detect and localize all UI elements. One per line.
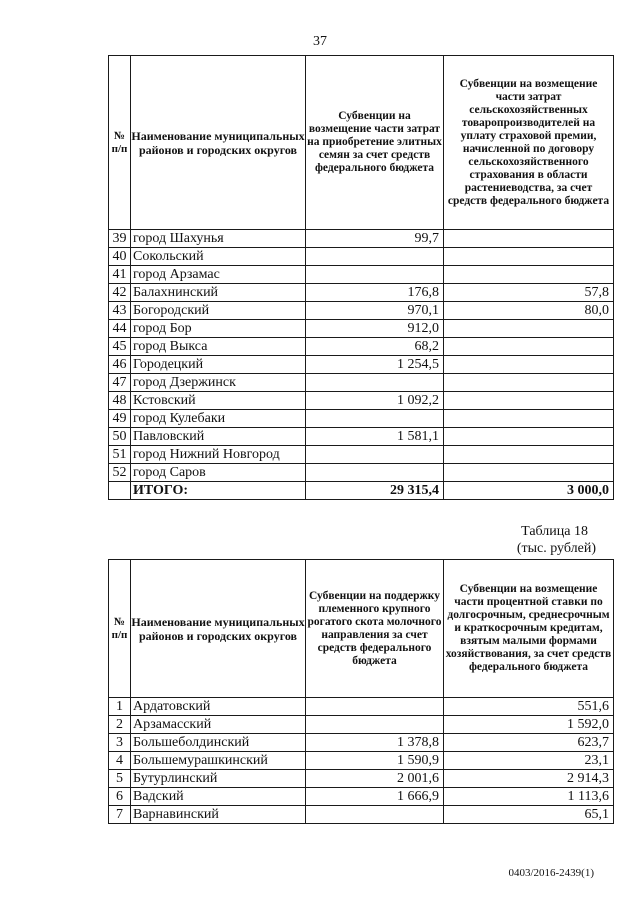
row-number: 44: [109, 320, 131, 338]
table-row: [109, 446, 614, 464]
value-col1: 68,2: [306, 338, 444, 356]
table-row: [109, 302, 614, 320]
total-row: [109, 482, 614, 500]
row-number: 47: [109, 374, 131, 392]
table-row: [109, 230, 614, 248]
municipality-name: город Кулебаки: [131, 410, 306, 428]
value-col2: [444, 374, 614, 392]
row-number: 1: [109, 698, 131, 716]
table-18-units: (тыс. рублей): [516, 541, 596, 556]
value-col1: [306, 374, 444, 392]
municipality-name: Арзамасский: [131, 716, 306, 734]
municipality-name: город Нижний Новгород: [131, 446, 306, 464]
row-number: 4: [109, 752, 131, 770]
table-row: [109, 356, 614, 374]
table-18-caption: Таблица 18: [521, 524, 588, 539]
row-number: 51: [109, 446, 131, 464]
municipality-name: Вадский: [131, 788, 306, 806]
municipality-name: Кстовский: [131, 392, 306, 410]
table-row: [109, 392, 614, 410]
total-col2: 3 000,0: [444, 482, 614, 500]
total-label: ИТОГО:: [131, 482, 306, 500]
value-col2: [444, 338, 614, 356]
row-number: 43: [109, 302, 131, 320]
municipality-name: город Арзамас: [131, 266, 306, 284]
value-col1: [306, 698, 444, 716]
table-row: [109, 734, 614, 752]
value-col2: 1 592,0: [444, 716, 614, 734]
value-col2: [444, 266, 614, 284]
table-row: [109, 716, 614, 734]
municipality-name: Варнавинский: [131, 806, 306, 824]
header-insurance-premium-subvention: Субвенции на возмещение части затрат сельскохозяйственных товаропроизводителей на уплату страховой премии, начисленной по договору сельскохозяйственного страхования в области растениеводства, за счет средств федерального бюджета: [444, 56, 614, 230]
value-col2: 1 113,6: [444, 788, 614, 806]
municipality-name: Ардатовский: [131, 698, 306, 716]
row-number: 49: [109, 410, 131, 428]
value-col2: [444, 230, 614, 248]
row-number: 42: [109, 284, 131, 302]
value-col2: 23,1: [444, 752, 614, 770]
header-credit-interest-subvention: Субвенции на возмещение части процентной ставки по долгосрочным, среднесрочным и краткосрочным кредитам, взятым малыми формами хозяйствования, за счет средств федерального бюджета: [444, 560, 614, 698]
value-col2: 551,6: [444, 698, 614, 716]
municipality-name: Павловский: [131, 428, 306, 446]
value-col1: 1 666,9: [306, 788, 444, 806]
value-col2: [444, 428, 614, 446]
total-empty-cell: [109, 482, 131, 500]
row-number: 50: [109, 428, 131, 446]
value-col1: 99,7: [306, 230, 444, 248]
value-col2: [444, 464, 614, 482]
value-col2: 65,1: [444, 806, 614, 824]
value-col1: [306, 410, 444, 428]
row-number: 3: [109, 734, 131, 752]
row-number: 41: [109, 266, 131, 284]
row-number: 39: [109, 230, 131, 248]
value-col1: [306, 716, 444, 734]
municipality-name: Бутурлинский: [131, 770, 306, 788]
value-col2: [444, 356, 614, 374]
table-row: [109, 248, 614, 266]
header-municipality-name: Наименование муниципальных районов и городских округов: [131, 56, 306, 230]
header-elite-seeds-subvention: Субвенции на возмещение части затрат на приобретение элитных семян за счет средств федерального бюджета: [306, 56, 444, 230]
municipality-name: город Шахунья: [131, 230, 306, 248]
municipality-name: город Саров: [131, 464, 306, 482]
table-row: [109, 284, 614, 302]
value-col2: 623,7: [444, 734, 614, 752]
header-cattle-breeding-subvention: Субвенции на поддержку племенного крупного рогатого скота молочного направления за счет средств федерального бюджета: [306, 560, 444, 698]
row-number: 5: [109, 770, 131, 788]
municipality-name: Большемурашкинский: [131, 752, 306, 770]
value-col2: [444, 248, 614, 266]
value-col2: [444, 446, 614, 464]
row-number: 52: [109, 464, 131, 482]
table-row: [109, 338, 614, 356]
document-code: 0403/2016-2439(1): [508, 867, 594, 879]
value-col1: 2 001,6: [306, 770, 444, 788]
table-18: [108, 559, 614, 824]
header-row-number: № п/п: [109, 56, 131, 230]
row-number: 48: [109, 392, 131, 410]
value-col1: [306, 446, 444, 464]
municipality-name: Городецкий: [131, 356, 306, 374]
header-row-number: № п/п: [109, 560, 131, 698]
municipality-name: Большеболдинский: [131, 734, 306, 752]
value-col2: [444, 410, 614, 428]
value-col2: 80,0: [444, 302, 614, 320]
total-col1: 29 315,4: [306, 482, 444, 500]
header-municipality-name: Наименование муниципальных районов и городских округов: [131, 560, 306, 698]
table-row: [109, 464, 614, 482]
value-col1: 1 254,5: [306, 356, 444, 374]
table-row: [109, 788, 614, 806]
value-col1: 970,1: [306, 302, 444, 320]
value-col1: [306, 248, 444, 266]
value-col2: [444, 392, 614, 410]
subvention-table-continued: [108, 55, 614, 500]
municipality-name: Балахнинский: [131, 284, 306, 302]
row-number: 40: [109, 248, 131, 266]
municipality-name: Сокольский: [131, 248, 306, 266]
table-row: [109, 320, 614, 338]
municipality-name: город Выкса: [131, 338, 306, 356]
value-col1: [306, 266, 444, 284]
table-row: [109, 806, 614, 824]
table-row: [109, 410, 614, 428]
table-row: [109, 698, 614, 716]
value-col2: 2 914,3: [444, 770, 614, 788]
municipality-name: город Дзержинск: [131, 374, 306, 392]
row-number: 7: [109, 806, 131, 824]
value-col1: 1 092,2: [306, 392, 444, 410]
page-number: 37: [313, 34, 327, 49]
value-col1: 1 590,9: [306, 752, 444, 770]
municipality-name: Богородский: [131, 302, 306, 320]
value-col1: 1 581,1: [306, 428, 444, 446]
value-col2: [444, 320, 614, 338]
table-row: [109, 266, 614, 284]
municipality-name: город Бор: [131, 320, 306, 338]
row-number: 45: [109, 338, 131, 356]
table-row: [109, 770, 614, 788]
row-number: 2: [109, 716, 131, 734]
value-col1: [306, 464, 444, 482]
table-row: [109, 374, 614, 392]
row-number: 6: [109, 788, 131, 806]
row-number: 46: [109, 356, 131, 374]
table-row: [109, 752, 614, 770]
table-row: [109, 428, 614, 446]
value-col2: 57,8: [444, 284, 614, 302]
value-col1: [306, 806, 444, 824]
value-col1: 1 378,8: [306, 734, 444, 752]
value-col1: 912,0: [306, 320, 444, 338]
value-col1: 176,8: [306, 284, 444, 302]
